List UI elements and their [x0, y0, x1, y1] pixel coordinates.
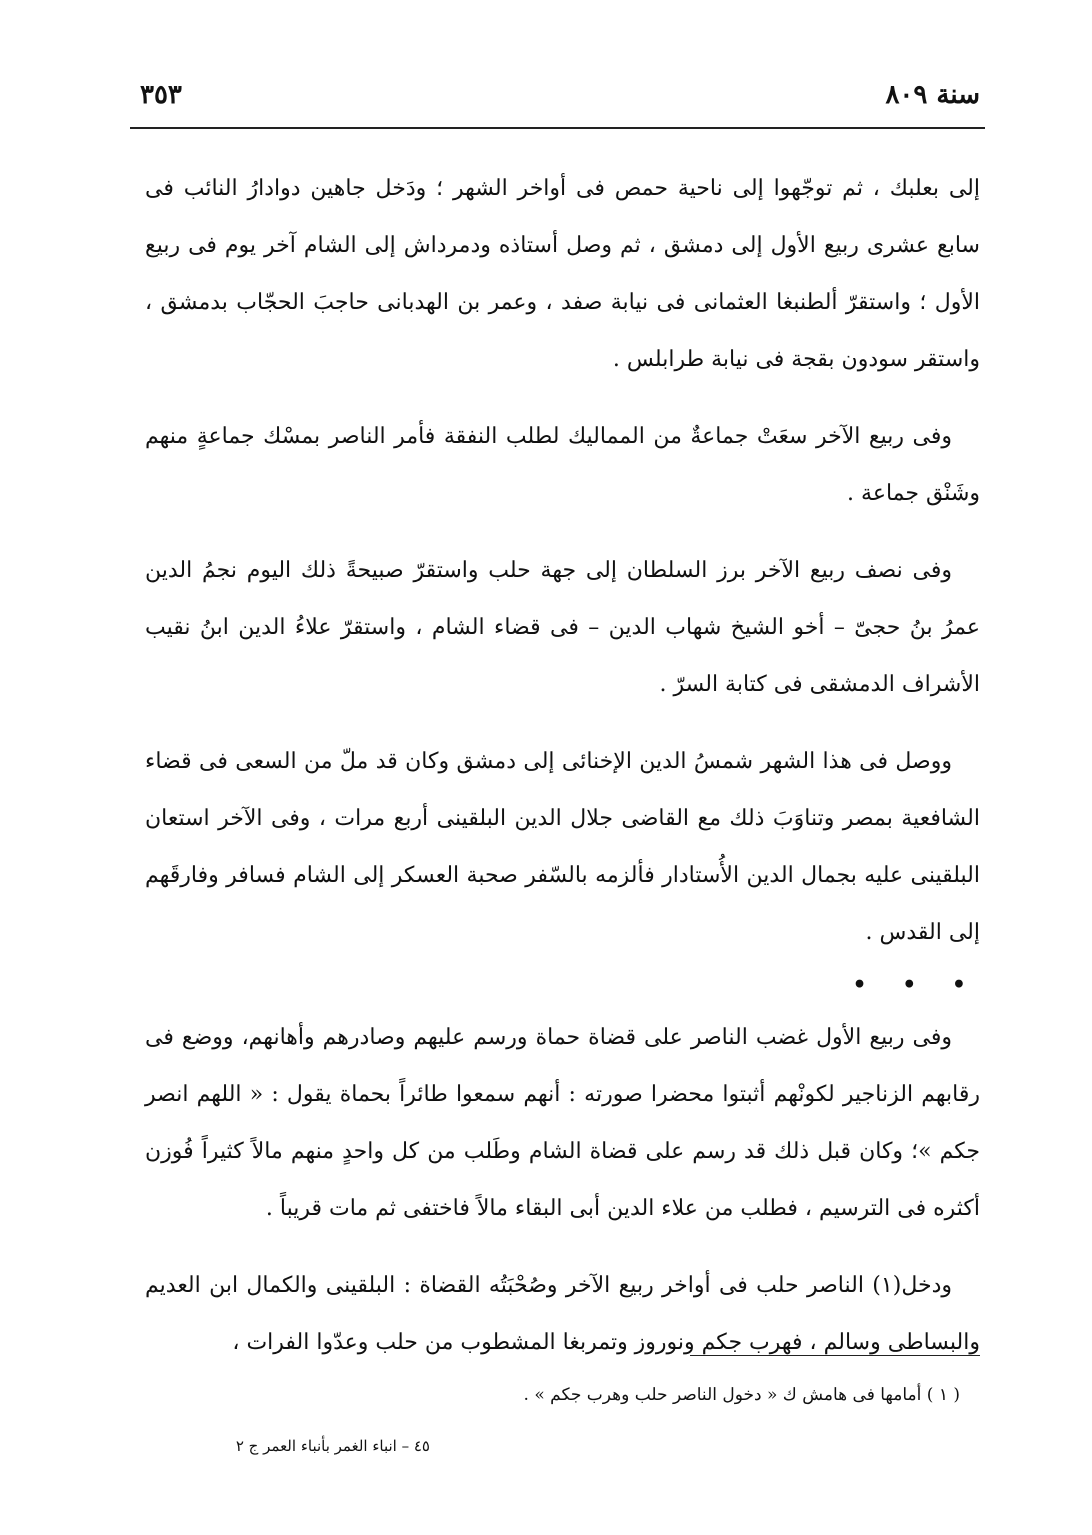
section-separator: • • •: [852, 972, 980, 998]
footnote: ( ١ ) أمامها فى هامش ك « دخول الناصر حلب وهرب جكم » .: [523, 1385, 960, 1405]
header-rule: [130, 127, 985, 129]
paragraph: ودخل(١) الناصر حلب فى أواخر ربيع الآخر وصُحْبَتُه القضاة : البلقينى والكمال ابن العديم والبساطى وسالم ، فهرب جكم ونوروز وتمربغا المشطوب من حلب وعدّوا الفرات ،: [145, 1273, 980, 1355]
page-number: ٣٥٣: [140, 80, 182, 110]
paragraph: ووصل فى هذا الشهر شمسُ الدين الإخنائى إلى دمشق وكان قد ملّ من السعى فى قضاء الشافعية بمصر وتناوَبَ ذلك مع القاضى جلال الدين البلقينى أربع مرات ، وفى الآخر استعان البلقينى عليه بجمال الدين الأُستادار فألزمه بالسّفر صحبة العسكر إلى الشام فسافر وفارقَهم إلى القدس .: [145, 749, 980, 945]
paragraph: وفى نصف ربيع الآخر برز السلطان إلى جهة حلب واستقرّ صبيحةً ذلك اليوم نجمُ الدين عمرُ بنُ حجىّ – أخو الشيخ شهاب الدين – فى قضاء الشام ، واستقرّ علاءُ الدين ابنُ نقيب الأشراف الدمشقى فى كتابة السرّ .: [145, 558, 980, 697]
running-head-year: سنة ٨٠٩: [885, 80, 980, 110]
paragraph: وفى ربيع الآخر سعَتْ جماعةٌ من المماليك لطلب النفقة فأمر الناصر بمسْك جماعةٍ منهم وشَنْق جماعة .: [145, 424, 980, 506]
paragraph: إلى بعلبك ، ثم توجّهوا إلى ناحية حمص فى أواخر الشهر ؛ ودَخل جاهين دوادارُ النائب فى سابع عشرى ربيع الأول إلى دمشق ، ثم وصل أستاذه ودمرداش إلى الشام آخر يوم فى ربيع الأول ؛ واستقرّ ألطنبغا العثمانى فى نيابة صفد ، وعمر بن الهدبانى حاجبَ الحجّاب بدمشق ، واستقر سودون بقجة فى نيابة طرابلس .: [145, 176, 980, 372]
page-header: [140, 80, 980, 120]
footnote-rule: [690, 1355, 980, 1356]
printer-signature: ٤٥ – انباء الغمر بأنباء العمر ج ٢: [235, 1437, 430, 1455]
paragraph: وفى ربيع الأول غضب الناصر على قضاة حماة ورسم عليهم وصادرهم وأهانهم، ووضع فى رقابهم الزناجير لكونْهم أثبتوا محضرا صورته : أنهم سمعوا طائراً بحماة يقول : « اللهم انصر جكم »؛ وكان قبل ذلك قد رسم على قضاة الشام وطَلب من كل واحدٍ منهم مالاً كثيراً فُوزن أكثره فى الترسيم ، فطلب من علاء الدين أبى البقاء مالاً فاختفى ثم مات قريباً .: [145, 1025, 980, 1221]
main-text: [145, 160, 980, 1371]
